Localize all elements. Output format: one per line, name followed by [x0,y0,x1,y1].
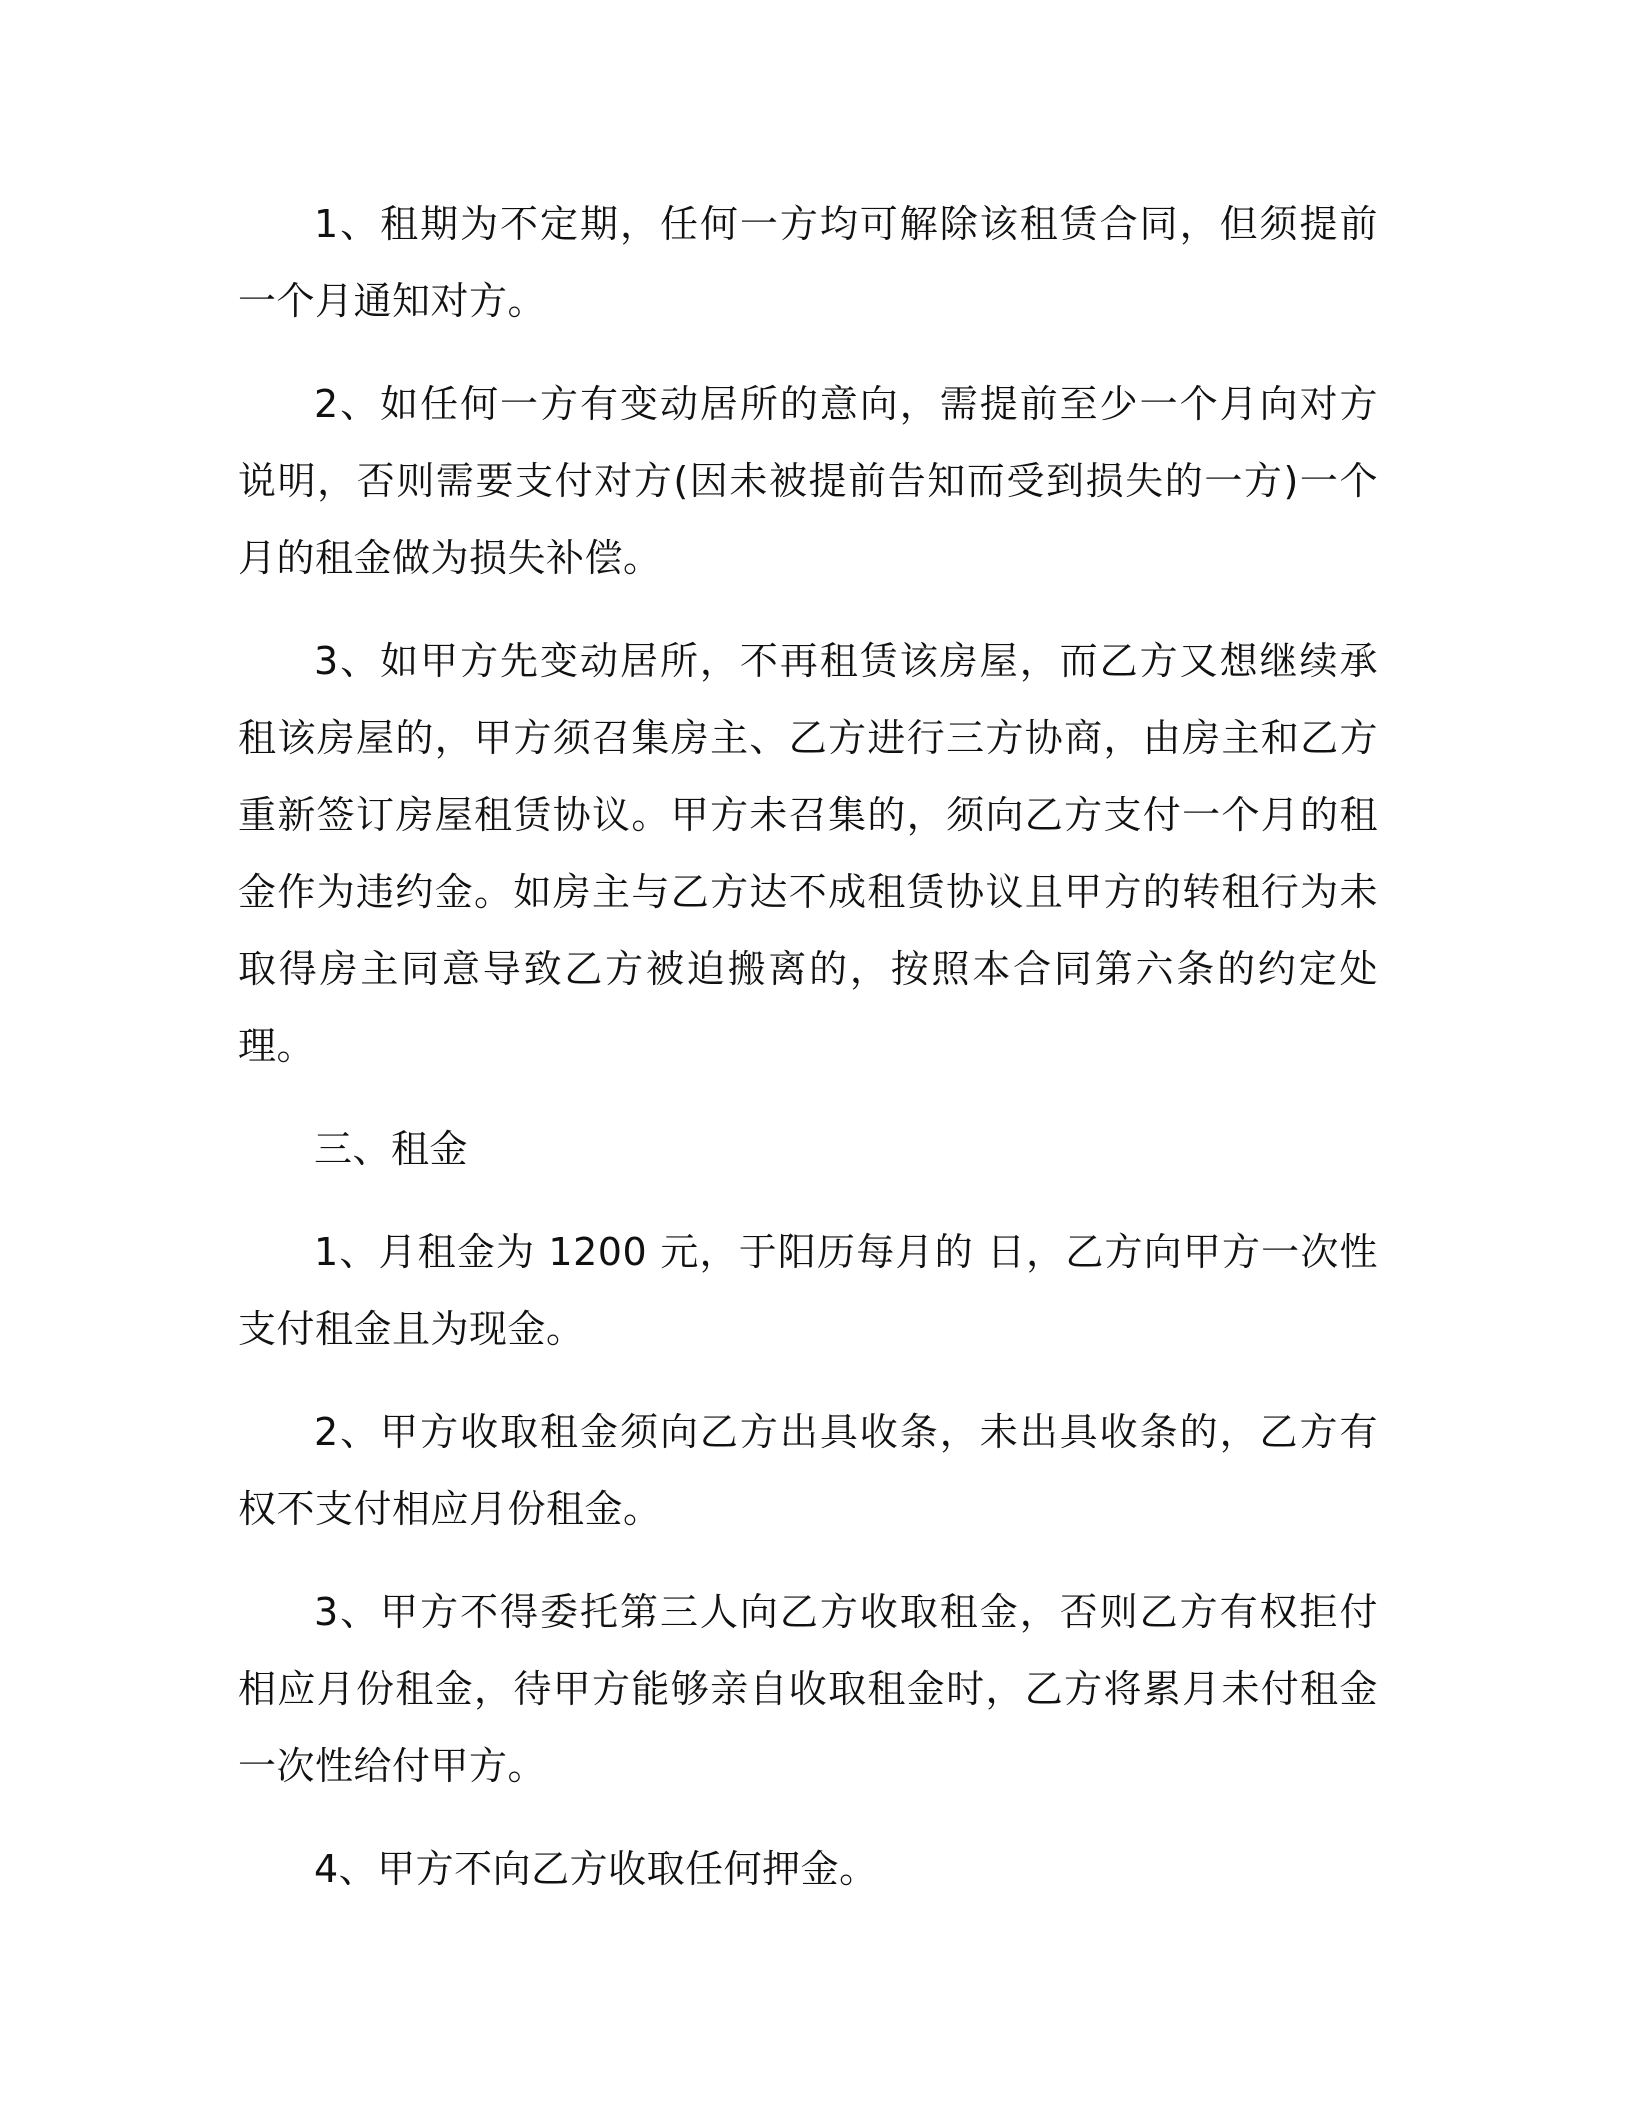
rent-clause-receipt: 2、甲方收取租金须向乙方出具收条，未出具收条的，乙方有权不支付相应月份租金。 [238,1410,1378,1531]
rent-clause-third-party: 3、甲方不得委托第三人向乙方收取租金，否则乙方有权拒付相应月份租金，待甲方能够亲自收取租金时，乙方将累月未付租金一次性给付甲方。 [238,1590,1378,1788]
clause-termination: 1、租期为不定期，任何一方均可解除该租赁合同，但须提前一个月通知对方。 [238,202,1378,323]
rent-clause-deposit: 4、甲方不向乙方收取任何押金。 [314,1847,878,1891]
clause-sublease-transfer: 3、如甲方先变动居所，不再租赁该房屋，而乙方又想继续承租该房屋的，甲方须召集房主、乙方进行三方协商，由房主和乙方重新签订房屋租赁协议。甲方未召集的，须向乙方支付一个月的租金作为违约金。如房主与乙方达不成租赁协议且甲方的转租行为未取得房主同意导致乙方被迫搬离的，按照本合同第六条的约定处理。 [238,639,1378,1068]
rent-clause-amount: 1、月租金为 1200 元，于阳历每月的 日，乙方向甲方一次性支付租金且为现金。 [238,1230,1378,1351]
document-body [238,186,1378,1934]
clause-relocation-notice: 2、如任何一方有变动居所的意向，需提前至少一个月向对方说明，否则需要支付对方(因未被提前告知而受到损失的一方)一个月的租金做为损失补偿。 [238,382,1378,580]
section-heading-rent: 三、租金 [314,1127,469,1171]
